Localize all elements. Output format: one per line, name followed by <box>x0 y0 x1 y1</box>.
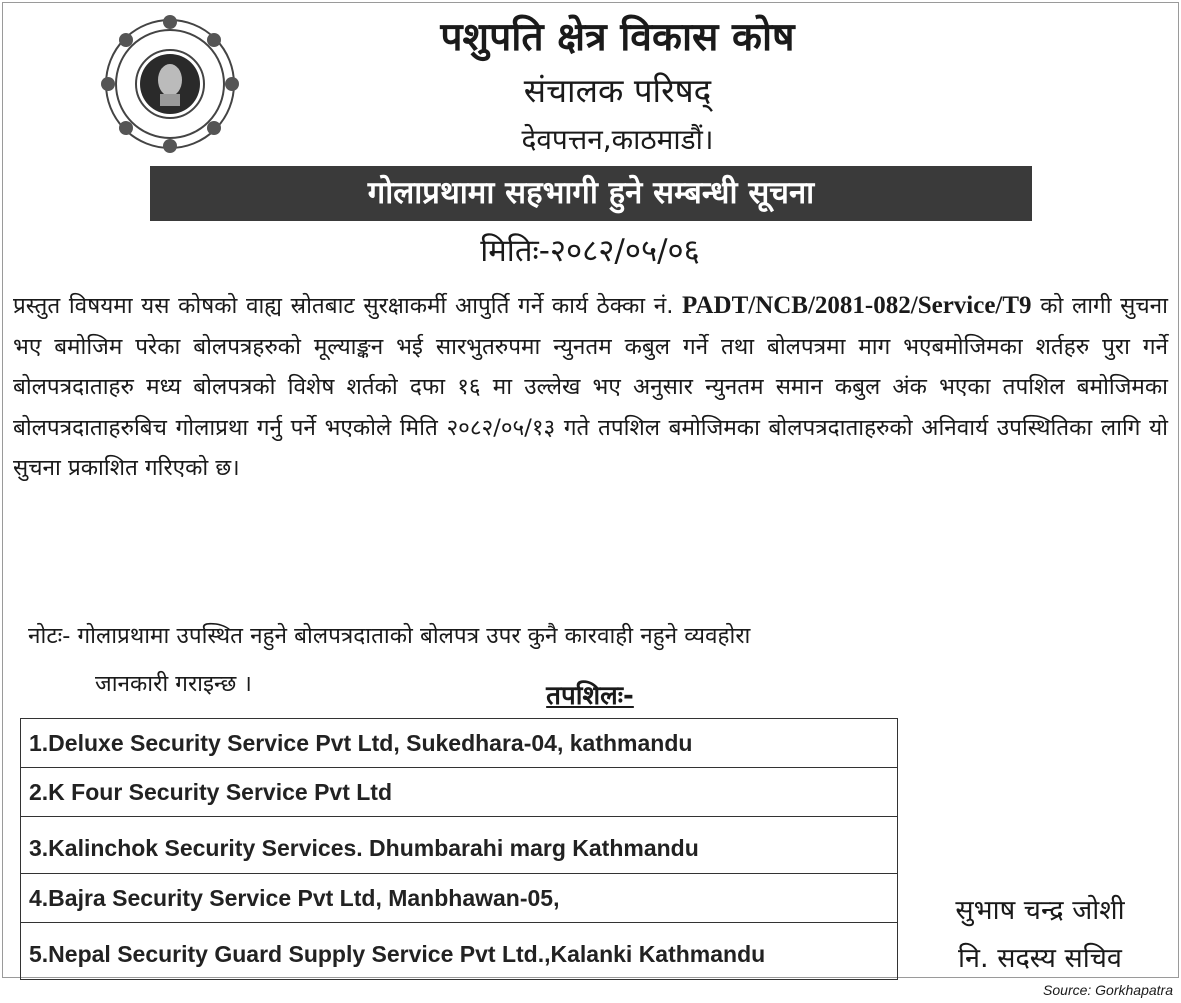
bidder-table <box>20 718 898 980</box>
body-part-2: को लागी सुचना भए बमोजिम परेका बोलपत्रहरुको मूल्याङ्कन भई सारभुतरुपमा न्युनतम कबुल गर्ने तथा बोलपत्रमा माग भएबमोजिमका शर्तहरु पुरा गर्ने बोलपत्रदाताहरु मध्य बोलपत्रको विशेष शर्तको दफा १६ मा उल्लेख भए अनुसार न्युनतम समान कबुल अंक भएका तपशिल बमोजिमका बोलपत्रदाताहरुबिच गोलाप्रथा गर्नु पर्ने भएकोले मिति २०८२/०५/१३ गते तपशिल बमोजिमका बोलपत्रदाताहरुको अनिवार्य उपस्थितिका लागि यो सुचना प्रकाशित गरिएको छ। <box>13 293 1168 481</box>
notice-body <box>13 286 1168 489</box>
notice-title: गोलाप्रथामा सहभागी हुने सम्बन्धी सूचना <box>150 166 1032 221</box>
note-line-1: नोटः- गोलाप्रथामा उपस्थित नहुने बोलपत्रदाताको बोलपत्र उपर कुनै कारवाही नहुने व्यवहोरा <box>28 623 751 649</box>
table-row: 2.K Four Security Service Pvt Ltd <box>21 768 897 817</box>
board-name: संचालक परिषद् <box>523 71 712 110</box>
table-row: 5.Nepal Security Guard Supply Service Pvt Ltd.,Kalanki Kathmandu <box>29 941 766 967</box>
organization-name: पशुपति क्षेत्र विकास कोष <box>440 15 795 60</box>
table-row: 4.Bajra Security Service Pvt Ltd, Manbhawan-05, <box>21 874 897 923</box>
notice-date: मितिः-२०८२/०५/०६ <box>480 233 700 269</box>
source-credit: Source: Gorkhapatra <box>1043 982 1173 998</box>
table-row: 3.Kalinchok Security Services. Dhumbarahi marg Kathmandu <box>21 817 897 874</box>
tapshil-heading: तपशिलः- <box>546 681 634 711</box>
organization-address: देवपत्तन,काठमाडौं। <box>521 123 714 156</box>
contract-number: PADT/NCB/2081-082/Service/T9 <box>682 292 1032 319</box>
body-part-1: प्रस्तुत विषयमा यस कोषको वाह्य स्रोतबाट सुरक्षाकर्मी आपुर्ति गर्ने कार्य ठेक्का नं. <box>13 293 674 319</box>
organization-emblem <box>100 14 240 154</box>
table-row: 1.Deluxe Security Service Pvt Ltd, Sukedhara-04, kathmandu <box>21 719 897 768</box>
signer-name: सुभाष चन्द्र जोशी <box>955 895 1125 926</box>
signer-title: नि. सदस्य सचिव <box>958 943 1122 974</box>
note-line-2: जानकारी गराइन्छ । <box>95 671 252 697</box>
